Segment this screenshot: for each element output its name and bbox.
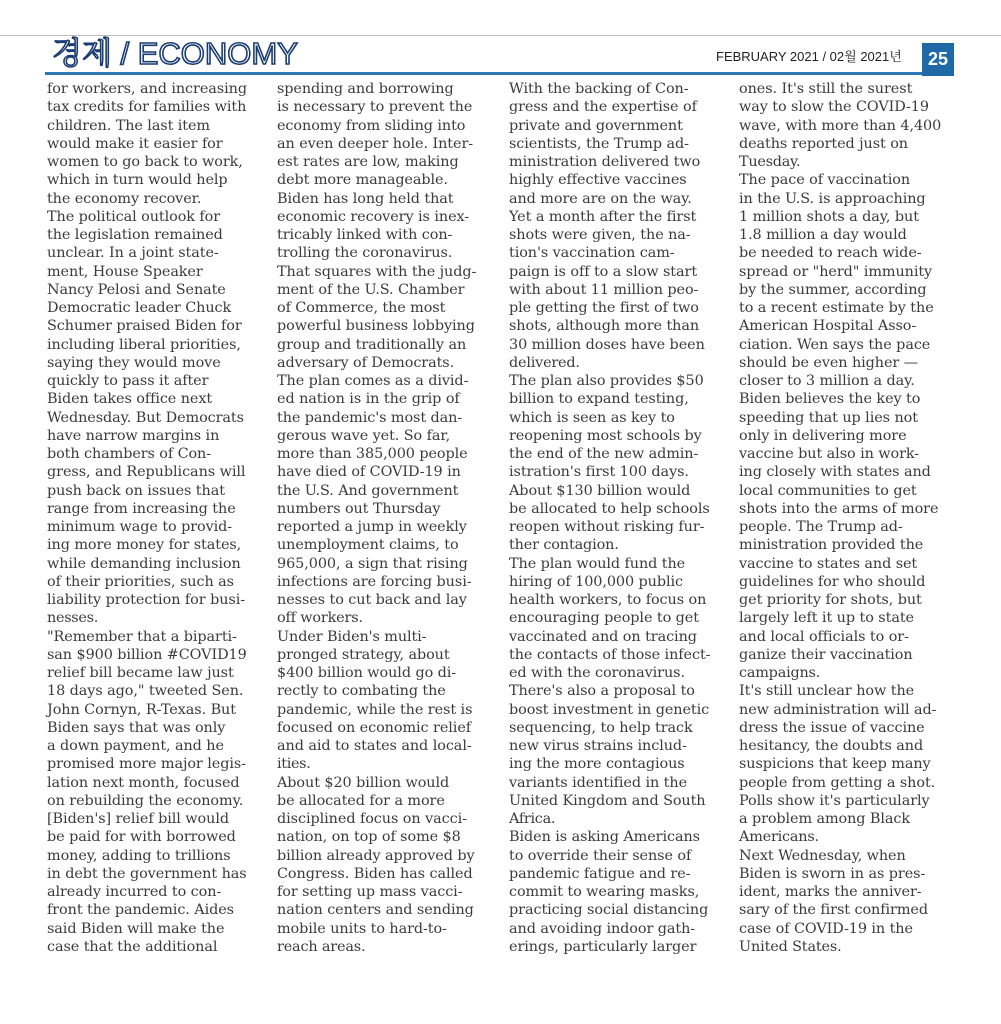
text-line: shots into the arms of more (739, 500, 939, 517)
text-line: ed nation is in the grip of (277, 391, 460, 408)
text-line: only in delivering more (739, 427, 907, 444)
text-line: vaccine but also in work- (739, 446, 920, 462)
text-line: 965,000, a sign that rising (277, 555, 468, 572)
text-line: case that the additional (47, 938, 218, 955)
text-line: saying they would move (47, 354, 221, 371)
text-line: ganize their vaccination (739, 646, 913, 663)
text-line: and aid to states and local- (277, 738, 472, 754)
text-line: reported a jump in weekly (277, 519, 467, 535)
text-line: economy from sliding into (277, 117, 466, 134)
text-line: boost investment in genetic (509, 701, 710, 718)
text-line: the economy recover. (47, 190, 202, 207)
page-number: 25 (927, 49, 949, 69)
text-line: an even deeper hole. Inter- (277, 135, 474, 152)
text-line: ministration provided the (739, 537, 924, 554)
text-line: $400 billion would go di- (277, 665, 457, 681)
text-line: be allocated to help schools (509, 500, 710, 517)
text-line: including liberal priorities, (47, 336, 241, 353)
text-line: The plan would fund the (509, 555, 686, 572)
text-line: John Cornyn, R-Texas. But (47, 701, 236, 718)
text-line: Biden is asking Americans (509, 829, 700, 846)
text-line: Under Biden's multi- (277, 628, 427, 645)
text-line: ing closely with states and (739, 464, 931, 481)
text-line: nation, on top of some $8 (277, 829, 461, 846)
text-line: pandemic fatigue and re- (509, 865, 691, 882)
text-line: hesitancy, the doubts and (739, 738, 924, 754)
text-line: largely left it up to state (739, 610, 914, 627)
text-line: tax credits for families with (47, 99, 247, 116)
text-line: billion to expand testing, (509, 391, 689, 408)
text-line: money, adding to trillions (47, 847, 231, 864)
text-line: the pandemic's most dan- (277, 409, 463, 426)
text-line: promised more major legis- (47, 756, 246, 773)
article-column-4 (739, 80, 971, 956)
text-line: infections are forcing busi- (277, 573, 472, 590)
text-line: est rates are low, making (277, 154, 459, 170)
text-line: highly effective vaccines (509, 172, 687, 189)
text-line: private and government (509, 117, 683, 134)
text-line: range from increasing the (47, 500, 236, 517)
text-line: children. The last item (47, 117, 210, 134)
text-line: more than 385,000 people (277, 446, 468, 462)
text-line: women to go back to work, (47, 154, 243, 170)
text-line: gress and the expertise of (509, 99, 697, 116)
text-line: people. The Trump ad- (739, 519, 903, 535)
text-line: nesses. (47, 610, 99, 627)
text-line: Biden says that was only (47, 719, 226, 736)
text-line: hiring of 100,000 public (509, 573, 684, 590)
text-line: gress, and Republicans will (47, 464, 246, 481)
text-line: would make it easier for (47, 135, 223, 152)
text-line: Americans. (739, 829, 819, 846)
text-line: dress the issue of vaccine (739, 719, 925, 736)
text-line: quickly to pass it after (47, 373, 209, 389)
text-line: be allocated for a more (277, 792, 445, 809)
text-line: speeding that up lies not (739, 409, 918, 426)
text-line: About $130 billion would (509, 482, 691, 499)
article-column-2 (277, 80, 509, 956)
text-line: minimum wage to provid- (47, 519, 233, 535)
text-line: Biden believes the key to (739, 391, 921, 408)
text-line: 30 million doses have been (509, 336, 705, 353)
text-line: gerous wave yet. So far, (277, 427, 451, 444)
text-line: ing more money for states, (47, 537, 242, 554)
text-line: ther contagion. (509, 537, 619, 554)
text-line: be needed to reach wide- (739, 245, 922, 262)
text-line: in the U.S. is approaching (739, 190, 926, 207)
text-line: rectly to combating the (277, 683, 446, 700)
text-line: liability protection for busi- (47, 592, 246, 608)
text-line: vaccine to states and set (739, 555, 918, 572)
text-line: debt more manageable. (277, 172, 448, 189)
text-line: be paid for with borrowed (47, 829, 236, 846)
text-line: ing the more contagious (509, 756, 685, 773)
text-line: Biden takes office next (47, 391, 213, 408)
text-line: Tuesday. (739, 154, 801, 170)
text-line: ment of the U.S. Chamber (277, 281, 465, 298)
text-line: adversary of Democrats. (277, 354, 455, 371)
text-line: local communities to get (739, 482, 917, 499)
text-line: The plan comes as a divid- (277, 373, 469, 389)
text-line: the U.S. And government (277, 482, 459, 499)
text-line: and local officials to or- (739, 628, 909, 645)
text-line: in debt the government has (47, 865, 247, 882)
text-line: on rebuilding the economy. (47, 792, 244, 809)
text-line: a down payment, and he (47, 738, 224, 754)
text-line: ed with the coronavirus. (509, 665, 685, 681)
text-line: have died of COVID-19 in (277, 464, 461, 481)
text-line: ment, House Speaker (47, 263, 203, 280)
text-line: unclear. In a joint state- (47, 245, 219, 262)
text-line: Nancy Pelosi and Senate (47, 281, 226, 298)
text-line: of Commerce, the most (277, 300, 446, 316)
text-line: The political outlook for (47, 208, 221, 225)
text-line: by the summer, according (739, 281, 927, 298)
text-line: front the pandemic. Aides (47, 902, 234, 919)
text-line: ident, marks the anniver- (739, 884, 922, 900)
text-line: unemployment claims, to (277, 537, 459, 554)
text-line: powerful business lobbying (277, 318, 475, 335)
text-line: variants identified in the (509, 774, 688, 791)
text-line: case of COVID-19 in the (739, 920, 913, 937)
text-line: paign is off to a slow start (509, 263, 698, 280)
text-line: reach areas. (277, 938, 366, 955)
text-line: lation next month, focused (47, 774, 240, 791)
text-line: focused on economic relief (277, 719, 472, 736)
text-line: istration's first 100 days. (509, 464, 689, 481)
text-line: About $20 billion would (277, 774, 450, 791)
text-line: nesses to cut back and lay (277, 592, 467, 608)
text-line: the end of the new admin- (509, 446, 699, 462)
text-line: United States. (739, 938, 842, 955)
text-line: Wednesday. But Democrats (47, 409, 244, 426)
text-line: ministration delivered two (509, 154, 701, 170)
text-line: is necessary to prevent the (277, 99, 473, 116)
text-line: Next Wednesday, when (739, 847, 906, 864)
text-line: sequencing, to help track (509, 719, 693, 736)
text-line: wave, with more than 4,400 (739, 117, 942, 134)
text-line: billion already approved by (277, 847, 475, 864)
text-line: guidelines for who should (739, 573, 926, 590)
text-line: get priority for shots, but (739, 592, 922, 608)
text-line: health workers, to focus on (509, 592, 707, 608)
text-line: tricably linked with con- (277, 227, 453, 243)
text-line: spread or "herd" immunity (739, 263, 933, 280)
text-line: reopen without risking fur- (509, 519, 705, 535)
text-line: pandemic, while the rest is (277, 701, 473, 718)
text-line: and more are on the way. (509, 190, 692, 207)
text-line: san $900 billion #COVID19 (47, 646, 247, 663)
text-line: the legislation remained (47, 227, 223, 243)
text-line: practicing social distancing (509, 902, 709, 919)
text-line: pronged strategy, about (277, 646, 450, 663)
text-line: mobile units to hard-to- (277, 920, 447, 937)
text-line: for workers, and increasing (47, 81, 247, 97)
text-line: disciplined focus on vacci- (277, 811, 467, 827)
text-line: ple getting the first of two (509, 300, 699, 316)
text-line: should be even higher — (739, 354, 918, 371)
text-line: United Kingdom and South (509, 792, 706, 809)
text-line: suspicions that keep many (739, 756, 931, 773)
text-line: spending and borrowing (277, 81, 454, 97)
text-line: reopening most schools by (509, 427, 702, 444)
text-line: ciation. Wen says the pace (739, 336, 931, 353)
text-line: [Biden's] relief bill would (47, 811, 229, 827)
text-line: Yet a month after the first (509, 208, 697, 225)
text-line: new virus strains includ- (509, 738, 687, 754)
text-line: There's also a proposal to (509, 683, 695, 700)
text-line: American Hospital Asso- (739, 318, 917, 335)
text-line: for setting up mass vacci- (277, 884, 463, 900)
article-column-3 (509, 80, 741, 956)
text-line: 1 million shots a day, but (739, 208, 919, 225)
text-line: while demanding inclusion (47, 555, 241, 572)
text-line: Africa. (509, 811, 556, 827)
text-line: erings, particularly larger (509, 938, 697, 955)
text-line: 18 days ago," tweeted Sen. (47, 683, 244, 700)
text-line: relief bill became law just (47, 665, 234, 681)
text-line: push back on issues that (47, 482, 225, 499)
issue-date: FEBRUARY 2021 / 02월 2021년 (716, 49, 902, 64)
text-line: a problem among Black (739, 811, 910, 827)
text-line: group and traditionally an (277, 336, 467, 353)
text-line: commit to wearing masks, (509, 884, 700, 900)
text-line: shots were given, the na- (509, 227, 691, 243)
text-line: sary of the first confirmed (739, 902, 928, 919)
text-line: Polls show it's particularly (739, 792, 930, 809)
text-line: Democratic leader Chuck (47, 300, 232, 316)
text-line: of their priorities, such as (47, 573, 234, 590)
text-line: campaigns. (739, 665, 821, 681)
text-line: Schumer praised Biden for (47, 318, 242, 335)
text-line: ones. It's still the surest (739, 81, 913, 97)
section-title: 경제 / ECONOMY (52, 36, 298, 71)
article-column-1 (47, 80, 279, 956)
text-line: delivered. (509, 354, 580, 371)
text-line: The pace of vaccination (739, 172, 911, 189)
text-line: tion's vaccination cam- (509, 245, 675, 262)
text-line: way to slow the COVID-19 (739, 99, 929, 116)
text-line: 1.8 million a day would (739, 227, 907, 243)
text-line: to a recent estimate by the (739, 300, 934, 316)
text-line: encouraging people to get (509, 610, 699, 627)
text-line: It's still unclear how the (739, 683, 915, 700)
text-line: Congress. Biden has called (277, 865, 473, 882)
text-line: With the backing of Con- (509, 81, 689, 97)
text-line: the contacts of those infect- (509, 646, 711, 663)
text-line: have narrow margins in (47, 427, 220, 444)
text-line: to override their sense of (509, 847, 692, 864)
text-line: The plan also provides $50 (509, 373, 704, 389)
text-line: already incurred to con- (47, 884, 222, 900)
text-line: scientists, the Trump ad- (509, 135, 689, 152)
text-line: shots, although more than (509, 318, 700, 335)
text-line: Biden is sworn in as pres- (739, 865, 926, 882)
text-line: deaths reported just on (739, 135, 908, 152)
text-line: numbers out Thursday (277, 500, 441, 517)
text-line: That squares with the judg- (277, 263, 477, 280)
text-line: ities. (277, 756, 311, 773)
text-line: which is seen as key to (509, 409, 675, 426)
text-line: which in turn would help (47, 172, 228, 189)
text-line: closer to 3 million a day. (739, 373, 915, 389)
text-line: and avoiding indoor gath- (509, 920, 696, 937)
text-line: new administration will ad- (739, 701, 937, 718)
title-underline (45, 72, 923, 75)
text-line: people from getting a shot. (739, 774, 936, 791)
text-line: trolling the coronavirus. (277, 245, 453, 262)
text-line: with about 11 million peo- (509, 281, 699, 298)
text-line: both chambers of Con- (47, 446, 211, 462)
text-line: off workers. (277, 610, 363, 627)
text-line: nation centers and sending (277, 902, 474, 919)
text-line: Biden has long held that (277, 190, 454, 207)
text-line: vaccinated and on tracing (509, 628, 697, 645)
text-line: "Remember that a biparti- (47, 628, 237, 645)
text-line: said Biden will make the (47, 920, 225, 937)
text-line: economic recovery is inex- (277, 208, 470, 225)
